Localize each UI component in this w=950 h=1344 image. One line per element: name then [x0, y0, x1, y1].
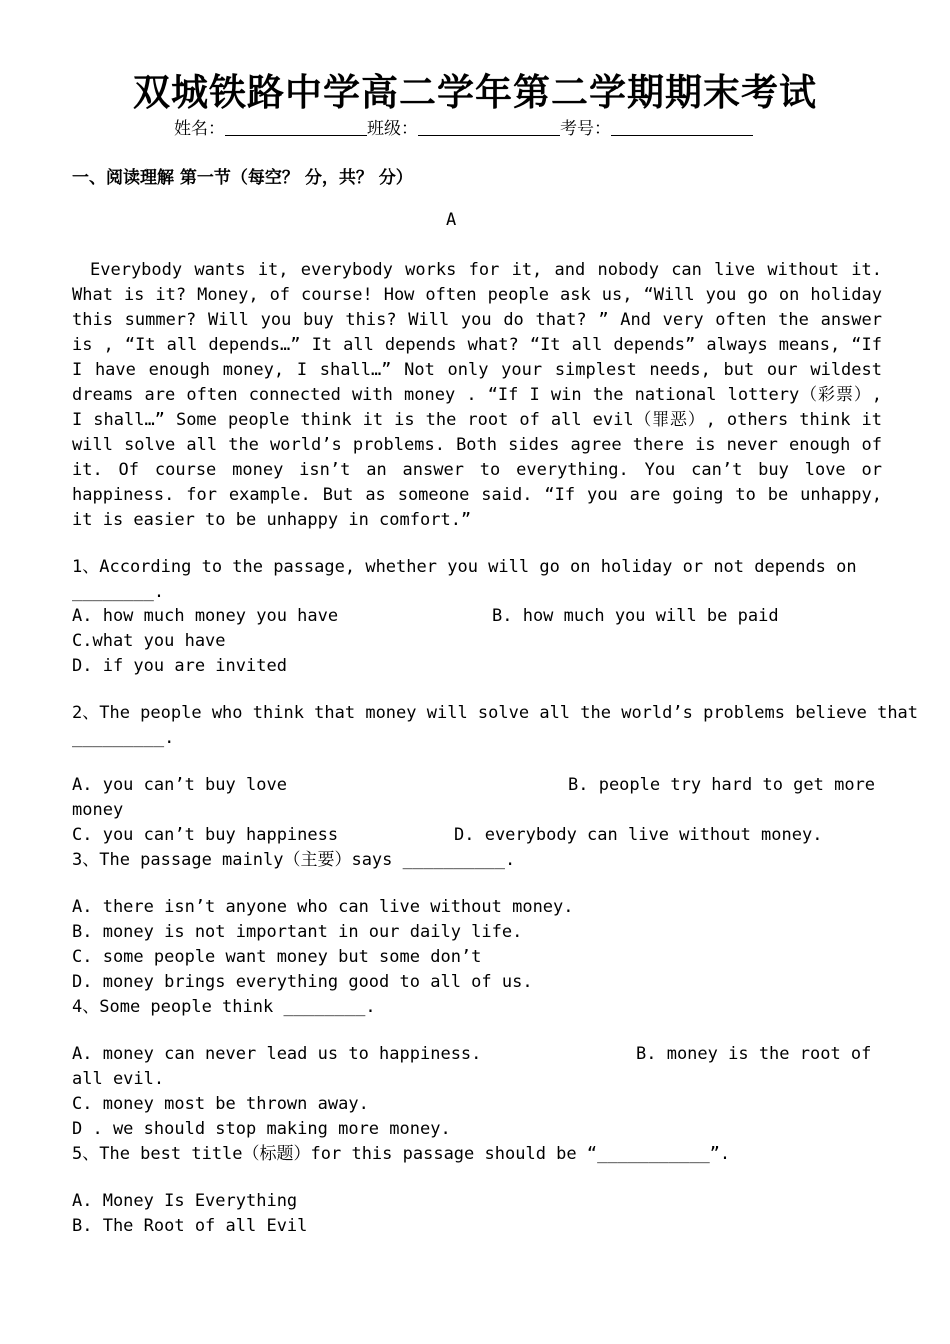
- question-2-option-b: B. people try hard to get more: [568, 775, 876, 795]
- question-1-option-d: D. if you are invited: [72, 656, 287, 676]
- question-4-option-b-cont: all evil.: [72, 1069, 165, 1089]
- question-2-stem: 2、The people who think that money will solve all the world’s problems believe that: [72, 703, 919, 723]
- exam-title: 双城铁路中学高二学年第二学期期末考试: [133, 70, 817, 114]
- question-1-stem: 1、According to the passage, whether you will go on holiday or not depends on: [72, 557, 857, 577]
- question-1-option-c: C.what you have: [72, 631, 226, 651]
- question-1-option-a: A. how much money you have: [72, 606, 339, 626]
- question-5-stem: 5、The best title（标题）for this passage should be “___________”.: [72, 1144, 731, 1164]
- student-info-fields: [174, 114, 874, 139]
- question-2-option-c: C. you can’t buy happiness: [72, 825, 339, 845]
- passage-label: A: [446, 210, 457, 230]
- reading-passage: [72, 258, 882, 533]
- section-heading: 一、阅读理解 第一节（每空？ 分，共？ 分）: [72, 168, 413, 188]
- class-label: 班级：: [367, 119, 418, 139]
- question-4-option-c: C. money most be thrown away.: [72, 1094, 369, 1114]
- question-3-stem: 3、The passage mainly（主要）says __________.: [72, 850, 516, 870]
- exam-no-blank[interactable]: [611, 119, 753, 136]
- exam-no-label: 考号：: [560, 119, 611, 139]
- question-3-option-c: C. some people want money but some don’t: [72, 947, 482, 967]
- question-1-option-b: B. how much you will be paid: [492, 606, 779, 626]
- question-2-option-d: D. everybody can live without money.: [454, 825, 823, 845]
- question-5-option-a: A. Money Is Everything: [72, 1191, 298, 1211]
- question-5-option-b: B. The Root of all Evil: [72, 1216, 308, 1236]
- name-blank[interactable]: [225, 119, 367, 136]
- question-3-option-d: D. money brings everything good to all of us.: [72, 972, 533, 992]
- question-3-option-b: B. money is not important in our daily life.: [72, 922, 523, 942]
- question-4-option-d: D . we should stop making more money.: [72, 1119, 451, 1139]
- question-4-option-a: A. money can never lead us to happiness.: [72, 1044, 482, 1064]
- question-2-option-a: A. you can’t buy love: [72, 775, 287, 795]
- class-blank[interactable]: [418, 119, 560, 136]
- question-1-blank: ________.: [72, 582, 165, 602]
- question-3-option-a: A. there isn’t anyone who can live without money.: [72, 897, 574, 917]
- question-4-option-b: B. money is the root of: [636, 1044, 872, 1064]
- name-label: 姓名：: [174, 119, 225, 139]
- question-2-blank: _________.: [72, 728, 175, 748]
- passage-text: Everybody wants it, everybody works for it, and nobody can live without it. What is it? Money, of course! How often people ask us, “Will you go on holiday this summer? Will you buy this? Will you do that? ” And very often the answer is , “It all depends…” It all depends what? “It all depends” always means, “If I have enough money, I shall…” Not only your simplest needs, but our wildest dreams are often connected with money . “If I win the national lottery（彩票）, I shall…” Some people think it is the root of all evil（罪恶）, others think it will solve all the world’s problems. Both sides agree there is never enough of it. Of course money isn’t an answer to everything. You can’t buy love or happiness. for example. But as someone said. “If you are going to be unhappy, it is easier to be unhappy in comfort.”: [72, 260, 882, 530]
- question-4-stem: 4、Some people think ________.: [72, 997, 376, 1017]
- question-2-option-b-cont: money: [72, 800, 124, 820]
